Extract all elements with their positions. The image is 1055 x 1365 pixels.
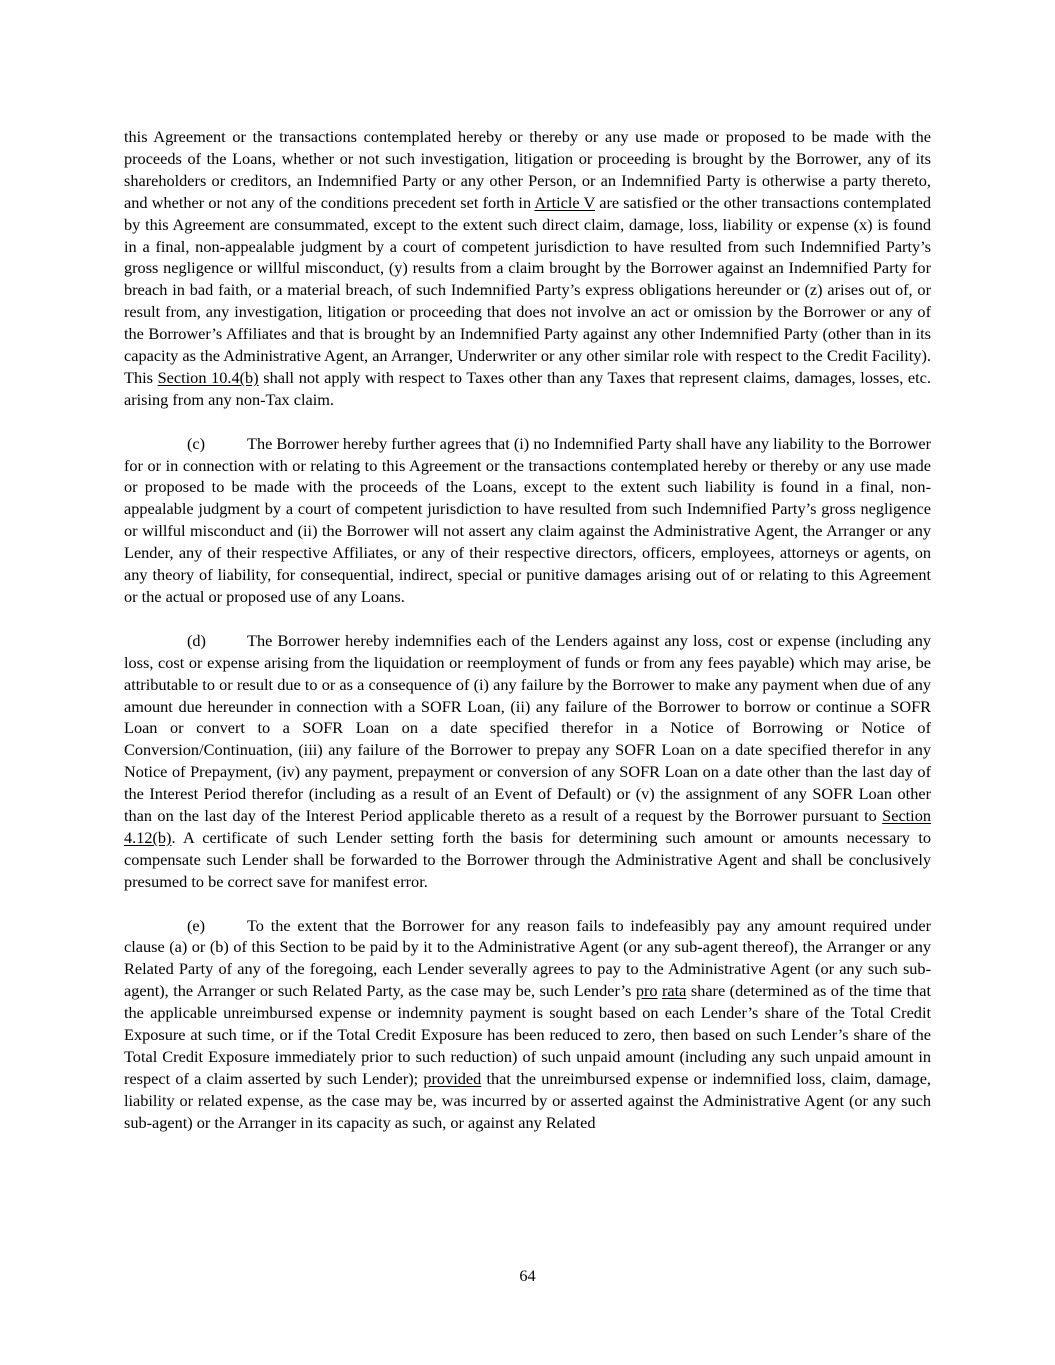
paragraph-d xyxy=(124,630,931,893)
paragraph-e xyxy=(124,915,931,1134)
paragraph-text: that the unreimbursed expense or indemnified loss, claim, damage, liability or related expense, as the case may be, was incurred by or asserted against the Administrative Agent (or any such sub-agent) or the Arranger in its capacity as such, or against any Related xyxy=(124,1068,931,1132)
paragraph-c xyxy=(124,433,931,608)
paragraph-text: To the extent that the Borrower for any reason fails to indefeasibly pay any amount required under clause (a) or (b) of this Section to be paid by it to the Administrative Agent (or any sub-agent thereof), the Arranger or any Related Party of any of the foregoing, each Lender severally agrees to pay to the Administrative Agent (or any such sub-agent), the Arranger or such Related Party, as the case may be, such Lender’s xyxy=(124,915,931,1001)
clause-label-c: (c) xyxy=(187,433,206,453)
section-10-4-b-reference: Section 10.4(b) xyxy=(157,367,259,387)
paragraph-text: The Borrower hereby further agrees that (i) no Indemnified Party shall have any liability to the Borrower for or in connection with or relating to this Agreement or the transactions contemplated hereby or thereby or any use made or proposed to be made with the proceeds of the Loans, except to the extent such liability is found in a final, non-appealable judgment by a court of competent jurisdiction to have resulted from such Indemnified Party’s gross negligence or willful misconduct and (ii) the Borrower will not assert any claim against the Administrative Agent, the Arranger or any Lender, any of their respective Affiliates, or any of their respective directors, officers, employees, attorneys or agents, on any theory of liability, for consequential, indirect, special or punitive damages arising out of or relating to this Agreement or the actual or proposed use of any Loans. xyxy=(124,433,931,607)
rata-term: rata xyxy=(661,981,687,1001)
pro-term: pro xyxy=(635,981,658,1001)
clause-label-e: (e) xyxy=(187,915,206,935)
page-number: 64 xyxy=(519,1266,536,1285)
paragraph-text: . A certificate of such Lender setting forth the basis for determining such amount or amounts necessary to compensate such Lender shall be forwarded to the Borrower through the Administrative Agent and shall be conclusively presumed to be correct save for manifest error. xyxy=(124,827,931,891)
paragraph-text: are satisfied or the other transactions contemplated by this Agreement are consummated, except to the extent such direct claim, damage, loss, liability or expense (x) is found in a final, non-appealable judgment by a court of competent jurisdiction to have resulted from such Indemnified Party’s gross negligence or willful misconduct, (y) results from a claim brought by the Borrower against an Indemnified Party for breach in bad faith, or a material breach, of such Indemnified Party’s express obligations hereunder or (z) arises out of, or result from, any investigation, litigation or proceeding that does not involve an act or omission by the Borrower or any of the Borrower’s Affiliates and that is brought by an Indemnified Party against any other Indemnified Party (other than in its capacity as the Administrative Agent, an Arranger, Underwriter or any other similar role with respect to the Credit Facility). This xyxy=(124,192,931,387)
provided-term: provided xyxy=(423,1068,482,1088)
article-v-reference: Article V xyxy=(534,192,596,212)
paragraph-text: shall not apply with respect to Taxes other than any Taxes that represent claims, damages, losses, etc. arising from any non-Tax claim. xyxy=(124,367,931,409)
paragraph-text: The Borrower hereby indemnifies each of the Lenders against any loss, cost or expense (including any loss, cost or expense arising from the liquidation or reemployment of funds or from any fees payable) which may arise, be attributable to or result due to or as a consequence of (i) any failure by the Borrower to make any payment when due of any amount due hereunder in connection with a SOFR Loan, (ii) any failure of the Borrower to borrow or continue a SOFR Loan or convert to a SOFR Loan on a date specified therefor in a Notice of Borrowing or Notice of Conversion/Continuation, (iii) any failure of the Borrower to prepay any SOFR Loan on a date specified therefor in any Notice of Prepayment, (iv) any payment, prepayment or conversion of any SOFR Loan on a date other than the last day of the Interest Period therefor (including as a result of an Event of Default) or (v) the assignment of any SOFR Loan other than on the last day of the Interest Period applicable thereto as a result of a request by the Borrower pursuant to xyxy=(124,630,931,826)
paragraph-text: share (determined as of the time that the applicable unreimbursed expense or indemnity payment is sought based on each Lender’s share of the Total Credit Exposure at such time, or if the Total Credit Exposure has been reduced to zero, then based on such Lender’s share of the Total Credit Exposure immediately prior to such reduction) of such unpaid amount (including any such unpaid amount in respect of a claim asserted by such Lender); xyxy=(124,981,931,1088)
clause-label-d: (d) xyxy=(187,630,206,650)
section-4-12-b-reference: Section 4.12(b) xyxy=(124,806,931,847)
paragraph-continuation xyxy=(124,126,931,411)
paragraph-text: this Agreement or the transactions contemplated hereby or thereby or any use made or proposed to be made with the proceeds of the Loans, whether or not such investigation, litigation or proceeding is brought by the Borrower, any of its shareholders or creditors, an Indemnified Party or any other Person, or an Indemnified Party is otherwise a party thereto, and whether or not any of the conditions precedent set forth in xyxy=(124,127,931,212)
document-body xyxy=(124,126,931,1156)
